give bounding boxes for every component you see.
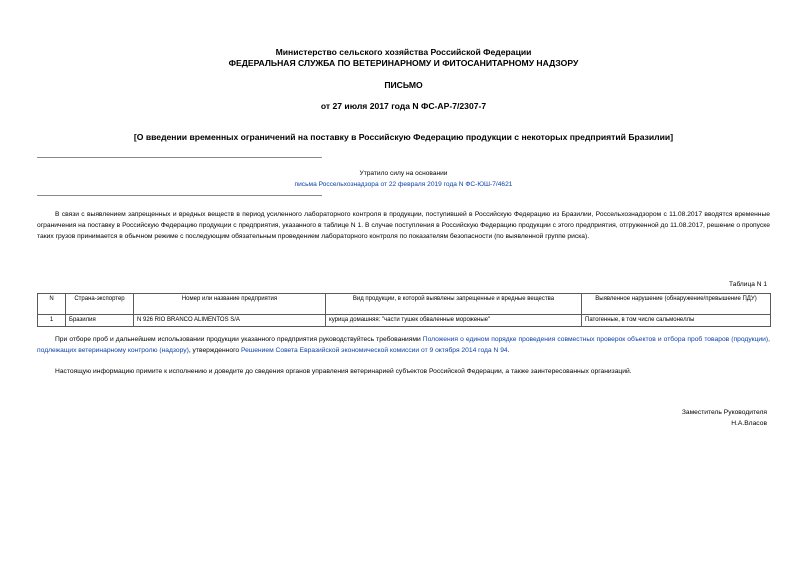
body-paragraph-1: В связи с выявлением запрещенных и вредных веществ в период усиленного лабораторного контроля в продукции, поступившей в Российскую Федерацию из Бразилии, Россельхознадзором с 11.08.2017 вводятся временные ограничения на поставку в Российскую Федерацию продукции с предприятия, указанного в таблице N 1. В случае поступления в Российскую Федерацию продукции с этого предприятия, отгруженной до 11.08.2017, решение о пропуске таких грузов принимается в обычном режиме с последующим обязательным проведением лабораторного контроля по показателям безопасности (по выявленной группе риска).: [37, 211, 770, 240]
col-header-enterprise: Номер или название предприятия: [134, 294, 326, 315]
repeal-letter-link[interactable]: письма Россельхознадзора от 22 февраля 2019 года N ФС-ЮШ-7/4621: [294, 181, 513, 188]
doc-date-number: от 27 июля 2017 года N ФС-АР-7/2307-7: [320, 101, 487, 111]
paragraph-2-mid: , утвержденного: [188, 347, 241, 354]
ministry-title: Министерство сельского хозяйства Российской Федерации: [275, 47, 532, 57]
table-caption: Таблица N 1: [729, 281, 767, 288]
restriction-table: [37, 293, 771, 327]
doc-subject: [О введении временных ограничений на поставку в Российскую Федерацию продукции с некоторых предприятий Бразилии]: [133, 132, 674, 142]
paragraph-2-intro: При отборе проб и дальнейшем использовании продукции указанного предприятия руководствуйтесь требованиями: [55, 336, 423, 343]
paragraph-2-end: .: [507, 347, 510, 354]
table-header-row: [38, 294, 771, 315]
cell-violation: Патогенные, в том числе сальмонеллы: [582, 315, 771, 327]
status-note-text: Утратило силу на основании: [359, 170, 448, 177]
cell-country: Бразилия: [66, 315, 134, 327]
divider-bottom: [37, 195, 322, 196]
doc-type: ПИСЬМО: [384, 80, 423, 90]
status-note-link-row: [0, 181, 807, 188]
divider-top: [37, 157, 322, 158]
col-header-number: N: [38, 294, 66, 315]
service-title: ФЕДЕРАЛЬНАЯ СЛУЖБА ПО ВЕТЕРИНАРНОМУ И ФИТОСАНИТАРНОМУ НАДЗОРУ: [228, 58, 579, 68]
regulation-link[interactable]: Положения о едином порядке проведения совместных проверок объектов и отбора проб товаров (продукции), подлежащих ветеринарному контролю (надзору): [37, 336, 770, 354]
signature-position: Заместитель Руководителя: [681, 409, 767, 416]
table-row: [38, 315, 771, 327]
col-header-violation: Выявленное нарушение (обнаружение/превышение ПДУ): [582, 294, 771, 315]
decision-link[interactable]: Решением Совета Евразийской экономической комиссии от 9 октября 2014 года N 94: [240, 347, 508, 354]
col-header-country: Страна-экспортер: [66, 294, 134, 315]
body-paragraph-3: Настоящую информацию примите к исполнению и доведите до сведения органов управления ветеринарией субъектов Российской Федерации, а также заинтересованных организаций.: [55, 368, 632, 375]
body-paragraph-2: [37, 334, 770, 356]
col-header-product: Вид продукции, в которой выявлены запрещенные и вредные вещества: [326, 294, 582, 315]
cell-product: курица домашняя: "части тушек обваленные мороженые": [326, 315, 582, 327]
signature-name: Н.А.Власов: [731, 420, 767, 427]
cell-number: 1: [38, 315, 66, 327]
cell-enterprise: N 926 RIO BRANCO ALIMENTOS S/A: [134, 315, 326, 327]
